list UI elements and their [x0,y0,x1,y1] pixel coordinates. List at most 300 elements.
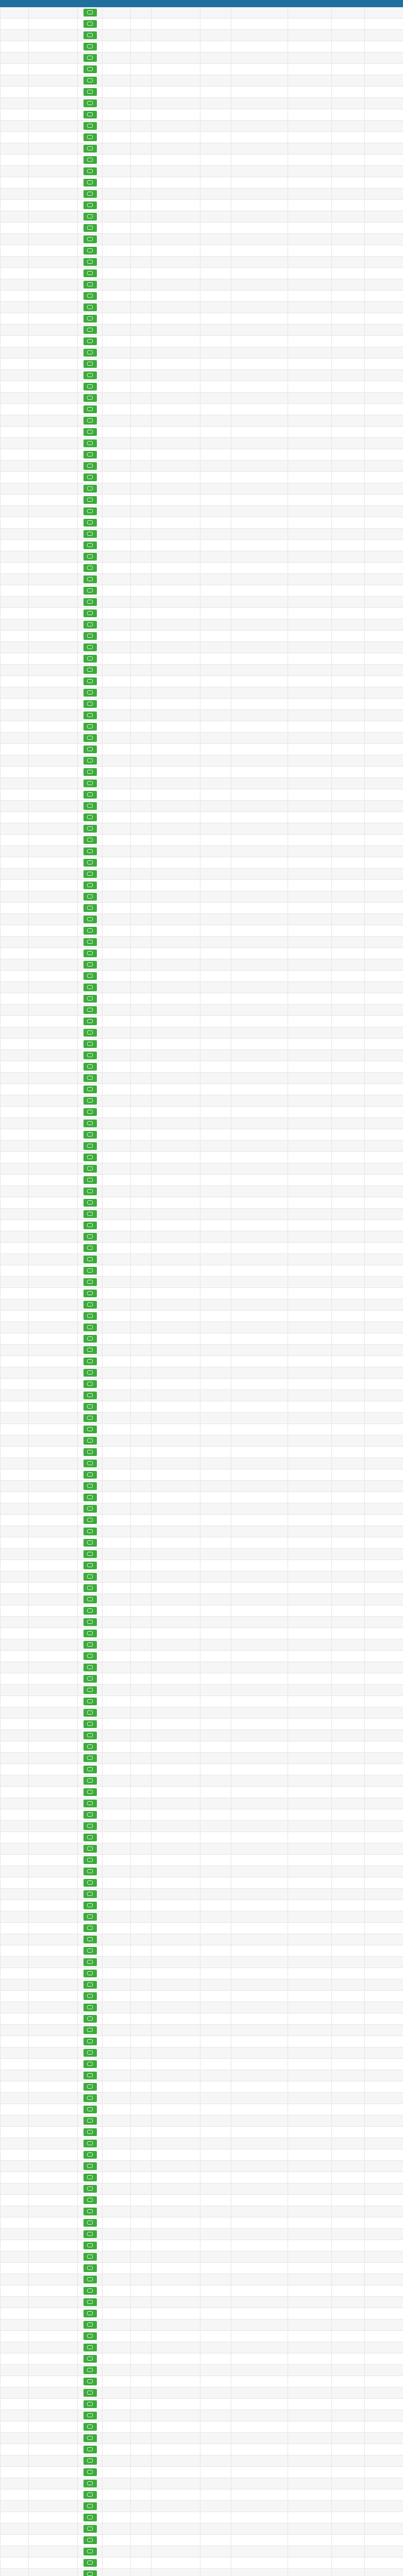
cell-make [1,687,29,699]
vehicle-thumbnail-icon [83,1720,97,1728]
cell-notes [288,1855,332,1866]
picture-cell [78,982,103,993]
cell-ref [365,1832,403,1843]
cell-model [29,1311,78,1322]
cell-notes [288,1628,332,1639]
vehicle-thumbnail-icon [83,1811,97,1819]
cell-displacement [103,846,131,857]
cell-ref [365,1231,403,1243]
cell-ref [365,1401,403,1413]
cell-model [29,472,78,483]
cell-model [29,2161,78,2172]
cell-ref [365,1118,403,1129]
cell-option [332,1503,365,1515]
cell-model [29,2025,78,2036]
cell-model [29,540,78,551]
table-row [1,2127,403,2138]
cell-years [152,2127,200,2138]
cell-ref [365,1141,403,1152]
cell-notes [288,1639,332,1651]
cell-option [332,857,365,869]
cell-notes [288,1447,332,1458]
picture-cell [78,619,103,631]
cell-notes [288,2501,332,2512]
cell-kw [131,291,152,302]
cell-notes [288,1719,332,1730]
picture-cell [78,846,103,857]
cell-displacement [103,1991,131,2002]
cell-years [152,98,200,109]
cell-years [152,483,200,495]
cell-make [1,87,29,98]
cell-displacement [103,2002,131,2013]
cell-engine [200,2274,231,2285]
cell-ref [365,2115,403,2127]
picture-cell [78,574,103,585]
cell-model [29,1197,78,1209]
cell-displacement [103,1152,131,1163]
cell-engine [200,551,231,563]
cell-displacement [103,529,131,540]
cell-notes [288,1469,332,1481]
vehicle-thumbnail-icon [83,303,97,311]
table-row [1,1821,403,1832]
cell-model [29,1231,78,1243]
table-row [1,1685,403,1696]
cell-displacement [103,438,131,449]
cell-years [152,1753,200,1764]
cell-years [152,529,200,540]
cell-years [152,1945,200,1957]
vehicle-thumbnail-icon [83,394,97,402]
picture-cell [78,914,103,925]
cell-engine [200,2376,231,2387]
cell-transmission [231,427,288,438]
cell-ref [365,1503,403,1515]
cell-transmission [231,687,288,699]
cell-displacement [103,7,131,19]
cell-make [1,1413,29,1424]
cell-make [1,2433,29,2444]
cell-years [152,631,200,642]
cell-transmission [231,506,288,517]
cell-kw [131,2195,152,2206]
cell-model [29,393,78,404]
vehicle-thumbnail-icon [83,1868,97,1875]
vehicle-thumbnail-icon [83,1188,97,1195]
cell-model [29,665,78,676]
cell-ref [365,2512,403,2523]
cell-engine [200,925,231,937]
picture-cell [78,1163,103,1175]
cell-displacement [103,1900,131,1911]
cell-engine [200,540,231,551]
table-row [1,993,403,1005]
cell-make [1,1866,29,1877]
cell-make [1,721,29,733]
cell-make [1,461,29,472]
picture-cell [78,2036,103,2047]
cell-transmission [231,1798,288,1809]
vehicle-thumbnail-icon [83,791,97,799]
cell-notes [288,1243,332,1254]
picture-cell [78,1923,103,1934]
cell-engine [200,676,231,687]
cell-notes [288,903,332,914]
cell-kw [131,925,152,937]
cell-years [152,517,200,529]
cell-kw [131,2070,152,2081]
cell-notes [288,608,332,619]
cell-engine [200,109,231,121]
cell-make [1,1832,29,1843]
cell-kw [131,211,152,223]
cell-kw [131,1900,152,1911]
cell-transmission [231,1084,288,1095]
cell-notes [288,1696,332,1707]
cell-ref [365,937,403,948]
vehicle-thumbnail-icon [83,1324,97,1331]
cell-displacement [103,1753,131,1764]
cell-displacement [103,2013,131,2025]
cell-make [1,1243,29,1254]
vehicle-thumbnail-icon [83,1380,97,1388]
cell-option [332,1129,365,1141]
cell-make [1,971,29,982]
cell-kw [131,1719,152,1730]
cell-engine [200,1911,231,1923]
cell-make [1,1401,29,1413]
cell-notes [288,1651,332,1662]
cell-notes [288,336,332,347]
cell-option [332,1175,365,1186]
cell-option [332,1787,365,1798]
cell-transmission [231,19,288,30]
cell-option [332,529,365,540]
cell-years [152,676,200,687]
cell-engine [200,1413,231,1424]
cell-ref [365,393,403,404]
cell-option [332,2195,365,2206]
picture-cell [78,2569,103,2576]
cell-make [1,2399,29,2410]
cell-engine [200,438,231,449]
cell-ref [365,2104,403,2115]
cell-model [29,2523,78,2535]
cell-displacement [103,1628,131,1639]
cell-kw [131,2308,152,2319]
cell-model [29,1594,78,1605]
cell-years [152,653,200,665]
table-row [1,1265,403,1277]
cell-years [152,1821,200,1832]
picture-cell [78,1050,103,1061]
cell-option [332,1243,365,1254]
cell-displacement [103,336,131,347]
cell-years [152,2183,200,2195]
cell-engine [200,1730,231,1741]
cell-engine [200,789,231,801]
table-row [1,1503,403,1515]
cell-transmission [231,1503,288,1515]
cell-kw [131,1107,152,1118]
cell-years [152,1469,200,1481]
cell-ref [365,2047,403,2059]
cell-ref [365,1265,403,1277]
cell-ref [365,1005,403,1016]
cell-notes [288,1617,332,1628]
cell-make [1,1084,29,1095]
cell-engine [200,1107,231,1118]
table-row [1,2025,403,2036]
vehicle-thumbnail-icon [83,428,97,436]
cell-make [1,2081,29,2093]
cell-engine [200,2512,231,2523]
cell-make [1,2025,29,2036]
cell-years [152,869,200,880]
cell-ref [365,846,403,857]
cell-engine [200,19,231,30]
cell-model [29,835,78,846]
picture-cell [78,1175,103,1186]
cell-notes [288,1333,332,1345]
cell-model [29,1651,78,1662]
cell-ref [365,381,403,393]
vehicle-thumbnail-icon [83,2310,97,2317]
cell-model [29,1084,78,1095]
cell-notes [288,1050,332,1061]
cell-kw [131,2501,152,2512]
cell-ref [365,585,403,597]
table-row [1,619,403,631]
table-row [1,291,403,302]
cell-engine [200,1934,231,1945]
cell-option [332,211,365,223]
cell-option [332,1594,365,1605]
cell-transmission [231,846,288,857]
cell-make [1,2206,29,2217]
cell-notes [288,721,332,733]
cell-years [152,1571,200,1583]
cell-engine [200,268,231,279]
table-row [1,2036,403,2047]
table-row [1,245,403,257]
cell-option [332,325,365,336]
cell-kw [131,1095,152,1107]
cell-engine [200,2138,231,2149]
vehicle-thumbnail-icon [83,2208,97,2215]
cell-kw [131,87,152,98]
cell-option [332,1560,365,1571]
picture-cell [78,483,103,495]
cell-kw [131,699,152,710]
cell-kw [131,2081,152,2093]
cell-model [29,279,78,291]
cell-transmission [231,1741,288,1753]
cell-kw [131,461,152,472]
cell-make [1,75,29,87]
table-row [1,1594,403,1605]
cell-transmission [231,2376,288,2387]
cell-ref [365,223,403,234]
cell-years [152,903,200,914]
cell-model [29,155,78,166]
cell-transmission [231,529,288,540]
cell-ref [365,2183,403,2195]
picture-cell [78,1118,103,1129]
cell-engine [200,177,231,189]
cell-make [1,1605,29,1617]
cell-make [1,948,29,959]
table-row [1,1662,403,1673]
cell-years [152,687,200,699]
cell-model [29,2172,78,2183]
cell-kw [131,2467,152,2478]
cell-transmission [231,1730,288,1741]
cell-transmission [231,517,288,529]
picture-cell [78,823,103,835]
cell-make [1,733,29,744]
cell-make [1,789,29,801]
cell-notes [288,529,332,540]
cell-notes [288,291,332,302]
cell-displacement [103,404,131,415]
cell-ref [365,291,403,302]
table-row [1,234,403,245]
cell-option [332,1050,365,1061]
cell-make [1,1027,29,1039]
cell-model [29,1560,78,1571]
cell-transmission [231,336,288,347]
cell-make [1,211,29,223]
cell-model [29,1367,78,1379]
cell-model [29,891,78,903]
cell-make [1,2013,29,2025]
picture-cell [78,495,103,506]
cell-kw [131,1129,152,1141]
cell-years [152,1118,200,1129]
cell-make [1,1968,29,1979]
picture-cell [78,993,103,1005]
cell-make [1,1469,29,1481]
cell-model [29,2263,78,2274]
picture-cell [78,393,103,404]
cell-engine [200,2387,231,2399]
vehicle-thumbnail-icon [83,1732,97,1739]
cell-transmission [231,812,288,823]
cell-ref [365,30,403,41]
cell-option [332,2263,365,2274]
picture-cell [78,1027,103,1039]
cell-make [1,1254,29,1265]
cell-option [332,653,365,665]
table-row [1,1911,403,1923]
cell-make [1,2557,29,2569]
cell-option [332,1515,365,1526]
cell-model [29,1288,78,1299]
cell-option [332,1639,365,1651]
cell-transmission [231,1481,288,1492]
cell-displacement [103,1277,131,1288]
table-row [1,1311,403,1322]
cell-years [152,1254,200,1265]
cell-transmission [231,2206,288,2217]
cell-engine [200,642,231,653]
cell-engine [200,2467,231,2478]
cell-displacement [103,517,131,529]
cell-transmission [231,1651,288,1662]
cell-years [152,1356,200,1367]
cell-transmission [231,2399,288,2410]
cell-model [29,257,78,268]
cell-years [152,64,200,75]
cell-option [332,1277,365,1288]
cell-make [1,2512,29,2523]
cell-displacement [103,2535,131,2546]
table-row [1,1877,403,1889]
cell-notes [288,2285,332,2297]
cell-engine [200,869,231,880]
cell-transmission [231,2070,288,2081]
cell-displacement [103,721,131,733]
picture-cell [78,1481,103,1492]
cell-kw [131,64,152,75]
vehicle-thumbnail-icon [83,893,97,901]
cell-displacement [103,393,131,404]
cell-transmission [231,2274,288,2285]
cell-ref [365,1741,403,1753]
cell-make [1,1118,29,1129]
cell-displacement [103,41,131,53]
vehicle-thumbnail-icon [83,666,97,674]
vehicle-thumbnail-icon [83,2412,97,2419]
cell-model [29,2319,78,2331]
cell-ref [365,2444,403,2455]
vehicle-thumbnail-icon [83,2185,97,2193]
cell-kw [131,2376,152,2387]
picture-cell [78,1107,103,1118]
cell-kw [131,2093,152,2104]
table-row [1,1401,403,1413]
cell-transmission [231,2297,288,2308]
cell-option [332,1526,365,1537]
cell-option [332,1571,365,1583]
cell-ref [365,98,403,109]
cell-displacement [103,631,131,642]
cell-option [332,1299,365,1311]
table-row [1,483,403,495]
cell-transmission [231,2523,288,2535]
vehicle-thumbnail-icon [83,1018,97,1025]
cell-option [332,2342,365,2353]
cell-transmission [231,1186,288,1197]
cell-years [152,1673,200,1685]
cell-displacement [103,1005,131,1016]
cell-option [332,1821,365,1832]
cell-kw [131,1526,152,1537]
cell-displacement [103,1571,131,1583]
vehicle-thumbnail-icon [83,1607,97,1615]
cell-make [1,1707,29,1719]
cell-make [1,1662,29,1673]
table-row [1,2013,403,2025]
cell-kw [131,121,152,132]
cell-option [332,1424,365,1435]
cell-make [1,325,29,336]
cell-years [152,2047,200,2059]
cell-engine [200,166,231,177]
cell-years [152,132,200,143]
